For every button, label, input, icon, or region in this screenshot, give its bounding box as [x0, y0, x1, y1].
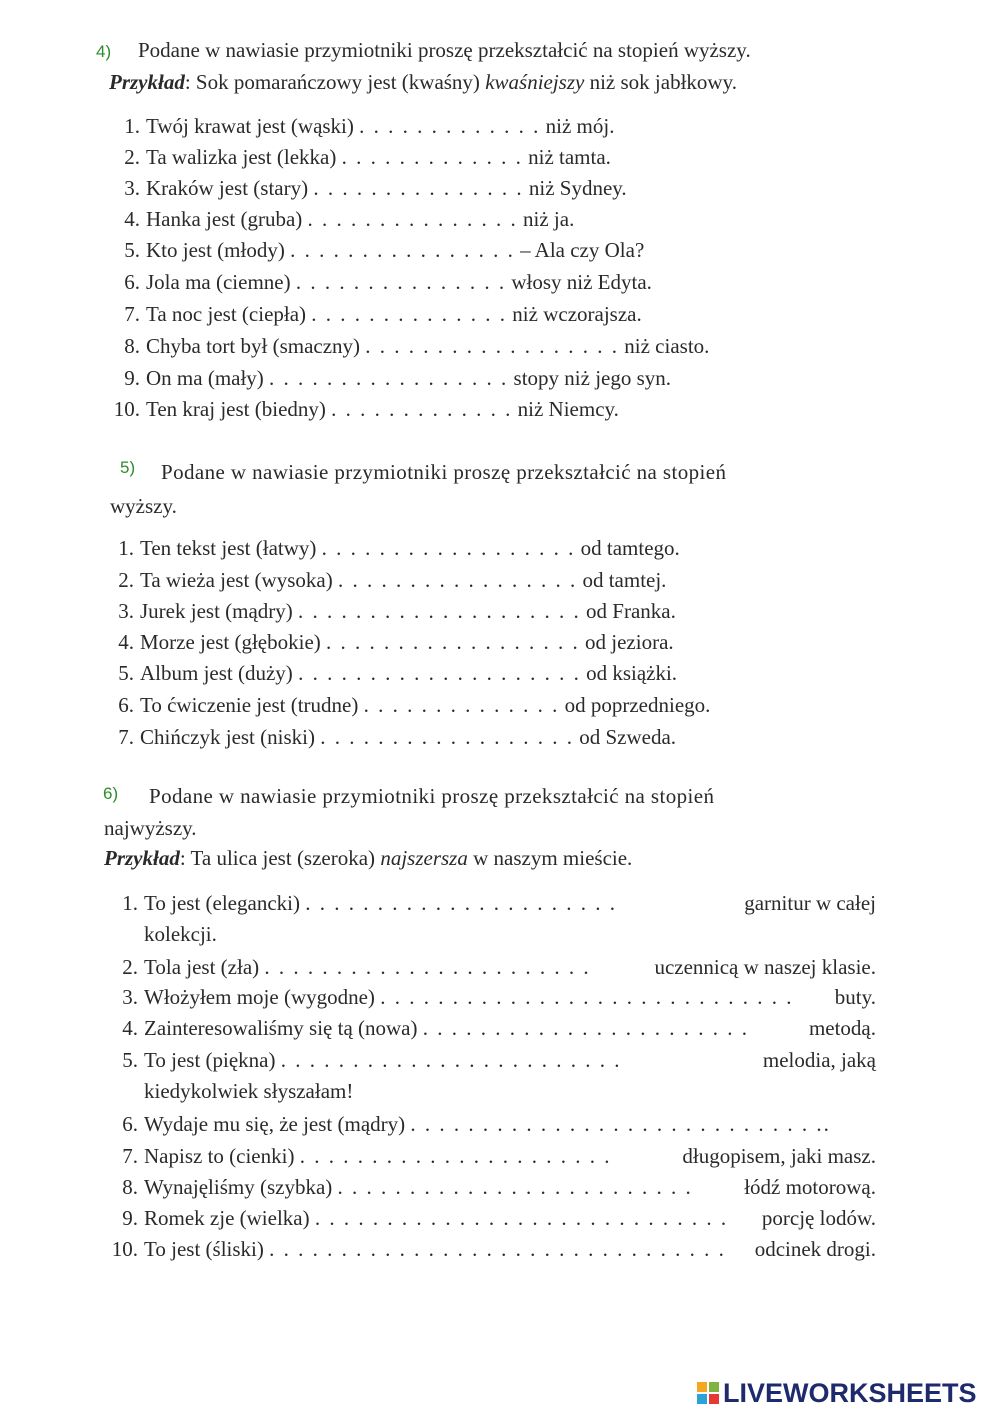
- answer-blank[interactable]: . . . . . . . . . . . . . . . . . . . . . .: [305, 891, 617, 915]
- item-number: 6.: [124, 270, 140, 294]
- exercise-item: [110, 1146, 876, 1167]
- answer-blank[interactable]: . . . . . . . . . . . . . . . . . . . . . . . .: [280, 1048, 622, 1072]
- answer-blank[interactable]: . . . . . . . . . . . . . . . . . .: [365, 334, 620, 358]
- section-4-instruction: Podane w nawiasie przymiotniki proszę przekształcić na stopień wyższy.: [138, 38, 751, 62]
- item-number: 5.: [118, 661, 134, 685]
- item-prompt: Wydaje mu się, że jest (mądry): [144, 1112, 406, 1136]
- answer-blank[interactable]: . . . . . . . . . . . . . .: [363, 693, 560, 717]
- exercise-item: [112, 240, 644, 261]
- example-label: Przykład: [104, 846, 180, 870]
- item-number: 6.: [118, 693, 134, 717]
- item-ending: – Ala czy Ola?: [520, 238, 645, 262]
- exercise-item: [110, 893, 876, 914]
- exercise-item: [112, 147, 611, 168]
- item-ending: od książki.: [586, 661, 678, 685]
- section-5-number: 5): [120, 458, 136, 477]
- exercise-item: [106, 695, 710, 716]
- exercise-item: [110, 1050, 876, 1071]
- exercise-item: [112, 304, 642, 325]
- logo-text: LIVEWORKSHEETS: [723, 1377, 977, 1408]
- item-ending: uczennicą w naszej klasie.: [654, 955, 876, 979]
- item-prompt: Kraków jest (stary): [146, 176, 309, 200]
- item-number: 9.: [122, 1206, 138, 1230]
- item-prompt: Jola ma (ciemne): [146, 270, 291, 294]
- item-prompt: To jest (elegancki): [144, 891, 300, 915]
- answer-blank[interactable]: . . . . . . . . . . . . . . . . . . . . . .: [299, 1144, 612, 1168]
- item-ending: od poprzedniego.: [564, 693, 711, 717]
- answer-blank[interactable]: . . . . . . . . . . . . . . . . . . . . . . . . . . . . ..: [410, 1112, 831, 1136]
- item-prompt: Romek zje (wielka): [144, 1206, 310, 1230]
- item-prompt: Zainteresowaliśmy się tą (nowa): [144, 1016, 418, 1040]
- item-number: 8.: [122, 1175, 138, 1199]
- item-prompt: Ten kraj jest (biedny): [146, 397, 326, 421]
- item-prompt: Wynajęliśmy (szybka): [144, 1175, 333, 1199]
- exercise-item: [110, 1018, 876, 1039]
- item-ending: długopisem, jaki masz.: [682, 1144, 876, 1168]
- exercise-item: [112, 399, 619, 420]
- example-answer: najszersza: [380, 846, 468, 870]
- item-ending: stopy niż jego syn.: [513, 366, 672, 390]
- answer-blank[interactable]: . . . . . . . . . . . . .: [331, 397, 513, 421]
- item-ending: od Szweda.: [579, 725, 677, 749]
- answer-blank[interactable]: . . . . . . . . . . . . . . .: [313, 176, 524, 200]
- exercise-item: [106, 632, 674, 653]
- answer-blank[interactable]: . . . . . . . . . . . . . . . . .: [337, 568, 578, 592]
- answer-blank[interactable]: . . . . . . . . . . . . . . . . . . . . . . . . . . . . .: [380, 985, 794, 1009]
- item-ending: od tamtej.: [582, 568, 667, 592]
- section-5-instruction-line1: Podane w nawiasie przymiotniki proszę przekształcić na stopień: [161, 460, 727, 484]
- item-ending: włosy niż Edyta.: [511, 270, 652, 294]
- item-number: 1.: [124, 114, 140, 138]
- example-pre: : Ta ulica jest (szeroka): [179, 846, 376, 870]
- answer-blank[interactable]: . . . . . . . . . . . . .: [341, 145, 523, 169]
- item-ending: od Franka.: [586, 599, 676, 623]
- item-ending: porcję lodów.: [761, 1206, 876, 1230]
- item-prompt: Włożyłem moje (wygodne): [144, 985, 375, 1009]
- exercise-item: [106, 538, 680, 559]
- item-number: 3.: [124, 176, 140, 200]
- item-ending: buty.: [834, 985, 876, 1009]
- exercise-item: [106, 727, 676, 748]
- exercise-item: [112, 336, 709, 357]
- item-ending: garnitur w całej: [744, 891, 876, 915]
- example-post: w naszym mieście.: [473, 846, 633, 870]
- answer-blank[interactable]: . . . . . . . . . . . . . . .: [307, 207, 518, 231]
- section-6-instruction-line1: Podane w nawiasie przymiotniki proszę przekształcić na stopień: [149, 784, 715, 808]
- example-post: niż sok jabłkowy.: [589, 70, 737, 94]
- exercise-item: [110, 1114, 876, 1135]
- item-number: 9.: [124, 366, 140, 390]
- answer-blank[interactable]: . . . . . . . . . . . . . . . . . . . . . . . . . . . . .: [314, 1206, 729, 1230]
- item-continuation: kolekcji.: [144, 922, 217, 946]
- item-number: 1.: [122, 891, 138, 915]
- exercise-item: [110, 1239, 876, 1260]
- item-number: 10.: [111, 1237, 138, 1261]
- item-ending: od jeziora.: [585, 630, 674, 654]
- answer-blank[interactable]: . . . . . . . . . . . . . . . . . .: [326, 630, 580, 654]
- answer-blank[interactable]: . . . . . . . . . . . . . . .: [295, 270, 507, 294]
- item-number: 10.: [113, 397, 140, 421]
- liveworksheets-logo[interactable]: [697, 1378, 977, 1408]
- exercise-item: [110, 987, 876, 1008]
- item-prompt: On ma (mały): [146, 366, 264, 390]
- answer-blank[interactable]: . . . . . . . . . . . . . . . . . . . . . . . . . . . . . . . .: [269, 1237, 726, 1261]
- item-prompt: Twój krawat jest (wąski): [146, 114, 354, 138]
- section-6-instruction-line2: najwyższy.: [104, 816, 197, 840]
- item-number: 4.: [122, 1016, 138, 1040]
- item-ending: niż Niemcy.: [517, 397, 619, 421]
- section-4-example: [109, 72, 737, 93]
- answer-blank[interactable]: . . . . . . . . . . . . . . . . .: [269, 366, 509, 390]
- exercise-item: [110, 1177, 876, 1198]
- item-prompt: Chyba tort był (smaczny): [146, 334, 361, 358]
- item-number: 5.: [124, 238, 140, 262]
- exercise-item: [110, 1208, 876, 1229]
- item-number: 2.: [124, 145, 140, 169]
- item-ending: niż ciasto.: [624, 334, 710, 358]
- item-prompt: To jest (piękna): [144, 1048, 276, 1072]
- item-number: 5.: [122, 1048, 138, 1072]
- item-number: 3.: [118, 599, 134, 623]
- item-ending: niż ja.: [523, 207, 575, 231]
- item-prompt: Ta wieża jest (wysoka): [140, 568, 333, 592]
- item-number: 4.: [118, 630, 134, 654]
- item-continuation: kiedykolwiek słyszałam!: [144, 1079, 354, 1103]
- exercise-item: [106, 663, 677, 684]
- exercise-item: [110, 957, 876, 978]
- item-ending: metodą.: [808, 1016, 876, 1040]
- item-ending: niż tamta.: [528, 145, 611, 169]
- item-prompt: Kto jest (młody): [146, 238, 285, 262]
- exercise-item: [112, 368, 671, 389]
- answer-blank[interactable]: . . . . . . . . . . . . . . . .: [290, 238, 515, 262]
- answer-blank[interactable]: . . . . . . . . . . . . . . . . . . . . . . . . .: [337, 1175, 693, 1199]
- answer-blank[interactable]: . . . . . . . . . . . . . . . . . .: [321, 536, 576, 560]
- item-ending: niż Sydney.: [528, 176, 627, 200]
- item-ending: łódź motorową.: [744, 1175, 876, 1199]
- item-number: 7.: [122, 1144, 138, 1168]
- item-number: 2.: [122, 955, 138, 979]
- item-prompt: Album jest (duży): [140, 661, 293, 685]
- answer-blank[interactable]: . . . . . . . . . . . . .: [359, 114, 541, 138]
- liveworksheets-logo-icon: [697, 1382, 719, 1404]
- answer-blank[interactable]: . . . . . . . . . . . . . .: [311, 302, 508, 326]
- item-number: 8.: [124, 334, 140, 358]
- exercise-item: [112, 116, 614, 137]
- item-prompt: Ten tekst jest (łatwy): [140, 536, 317, 560]
- item-number: 3.: [122, 985, 138, 1009]
- exercise-item: [106, 601, 676, 622]
- item-number: 1.: [118, 536, 134, 560]
- exercise-item: [112, 272, 652, 293]
- example-label: Przykład: [109, 70, 185, 94]
- item-prompt: Chińczyk jest (niski): [140, 725, 315, 749]
- exercise-item: [106, 570, 666, 591]
- answer-blank[interactable]: . . . . . . . . . . . . . . . . . . . . . . .: [264, 955, 591, 979]
- answer-blank[interactable]: . . . . . . . . . . . . . . . . . . . .: [298, 661, 581, 685]
- item-prompt: Ta walizka jest (lekka): [146, 145, 337, 169]
- item-number: 7.: [124, 302, 140, 326]
- section-6-example: [104, 848, 632, 869]
- exercise-item: [112, 209, 574, 230]
- item-prompt: To jest (śliski): [144, 1237, 264, 1261]
- item-number: 2.: [118, 568, 134, 592]
- exercise-item: [112, 178, 627, 199]
- answer-blank[interactable]: . . . . . . . . . . . . . . . . . .: [320, 725, 574, 749]
- item-ending: odcinek drogi.: [754, 1237, 876, 1261]
- item-ending: od tamtego.: [580, 536, 680, 560]
- answer-blank[interactable]: . . . . . . . . . . . . . . . . . . . . . . .: [422, 1016, 749, 1040]
- example-answer: kwaśniejszy: [485, 70, 585, 94]
- section-6-number: 6): [103, 784, 119, 803]
- item-ending: melodia, jaką: [762, 1048, 876, 1072]
- item-number: 7.: [118, 725, 134, 749]
- section-4-number: 4): [96, 42, 112, 61]
- item-prompt: Tola jest (zła): [144, 955, 260, 979]
- item-prompt: Ta noc jest (ciepła): [146, 302, 307, 326]
- item-prompt: To ćwiczenie jest (trudne): [140, 693, 359, 717]
- answer-blank[interactable]: . . . . . . . . . . . . . . . . . . . .: [298, 599, 581, 623]
- item-number: 6.: [122, 1112, 138, 1136]
- section-5-instruction-line2: wyższy.: [110, 494, 177, 518]
- item-prompt: Hanka jest (gruba): [146, 207, 303, 231]
- item-ending: niż mój.: [545, 114, 615, 138]
- item-prompt: Napisz to (cienki): [144, 1144, 295, 1168]
- item-ending: niż wczorajsza.: [512, 302, 642, 326]
- item-prompt: Morze jest (głębokie): [140, 630, 321, 654]
- item-number: 4.: [124, 207, 140, 231]
- example-pre: : Sok pomarańczowy jest (kwaśny): [184, 70, 480, 94]
- item-prompt: Jurek jest (mądry): [140, 599, 293, 623]
